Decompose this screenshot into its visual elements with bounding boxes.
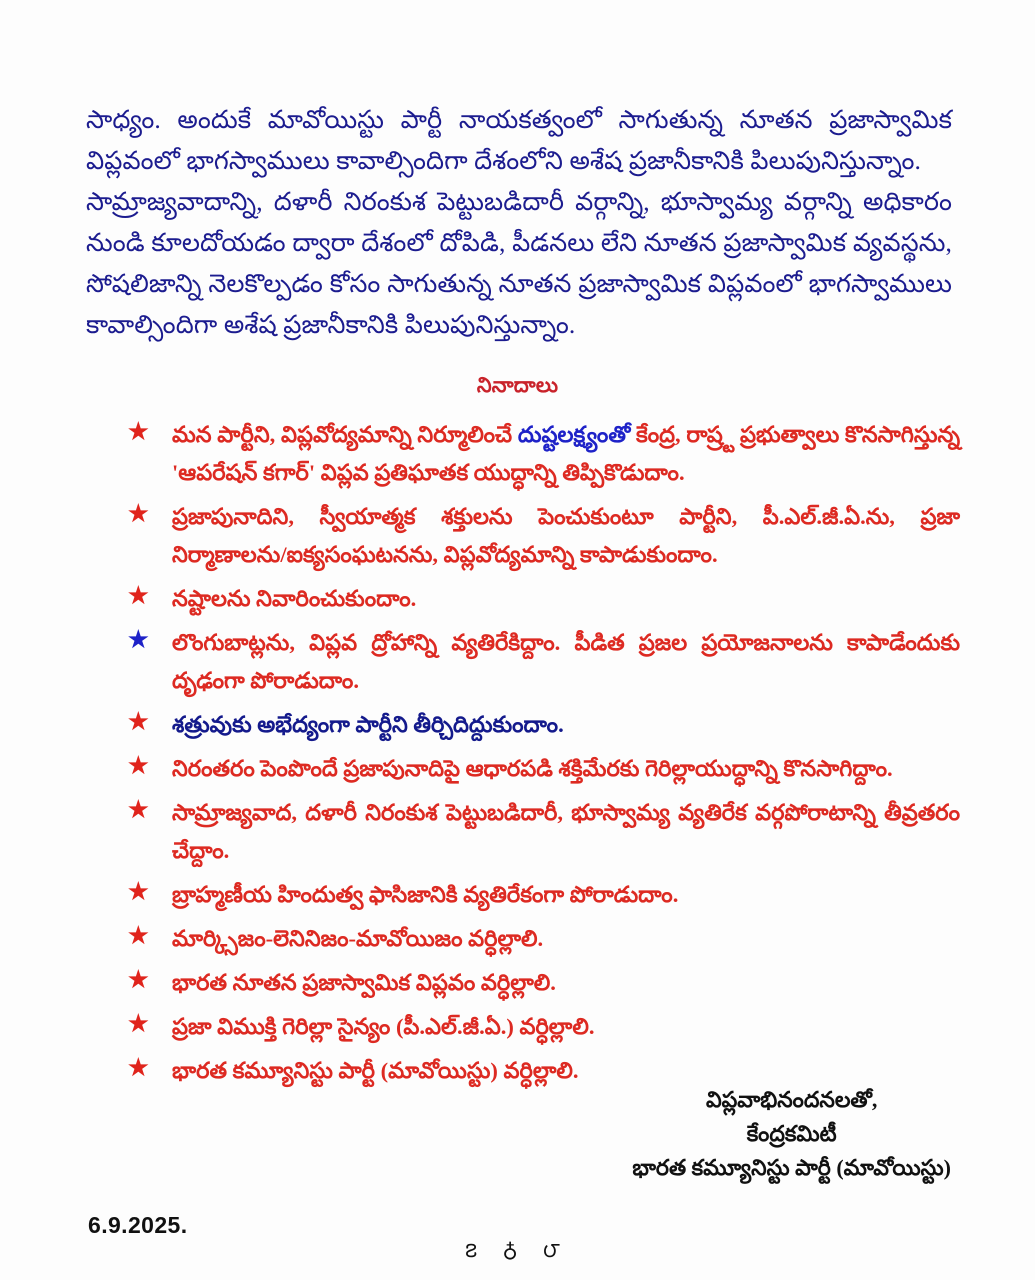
slogan-text: ప్రజా విముక్తి గెరిల్లా సైన్యం (పీ.ఎల్.జీ.ఏ.) వర్ధిల్లాలి. xyxy=(172,1014,595,1039)
star-icon: ★ xyxy=(128,797,149,822)
slogan-item xyxy=(120,920,960,958)
slogan-text: భారత కమ్యూనిస్టు పార్టీ (మావోయిస్టు) వర్ధిల్లాలి. xyxy=(172,1058,579,1083)
slogan-text: సామ్రాజ్యవాద, దళారీ నిరంకుశ పెట్టుబడిదారీ, భూస్వామ్య వ్యతిరేక వర్గపోరాటాన్ని తీవ్రతరం చేద్దాం. xyxy=(172,800,960,863)
slogan-text: ప్రజాపునాదిని, స్వీయాత్మక శక్తులను పెంచుకుంటూ పార్టీని, పీ.ఎల్.జీ.ఏ.ను, ప్రజా నిర్మాణాలను/ఐక్యసంఘటనను, విప్లవోద్యమాన్ని కాపాడుకుందాం. xyxy=(172,504,960,567)
signature-party: భారత కమ్యూనిస్టు పార్టీ (మావోయిస్టు) xyxy=(632,1155,951,1180)
slogan-item xyxy=(120,750,960,788)
slogan-item xyxy=(120,498,960,574)
ornament-right-icon: ౮ xyxy=(543,1238,570,1262)
intro-text-1: సాధ్యం. అందుకే మావోయిస్టు పార్టీ నాయకత్వంలో సాగుతున్న నూతన ప్రజాస్వామిక విప్లవంలో భాగస్వాములు కావాల్సిందిగా దేశంలోని అశేష ప్రజానీకానికి పిలుపునిస్తున్నాం. xyxy=(86,105,952,175)
star-icon: ★ xyxy=(128,419,149,444)
star-icon: ★ xyxy=(128,967,149,992)
slogan-item xyxy=(120,624,960,700)
slogans-heading: నినాదాలు xyxy=(476,373,559,397)
slogans-list xyxy=(120,416,960,1096)
ornament-left-icon: ౭ xyxy=(465,1238,488,1262)
slogan-item xyxy=(120,794,960,870)
intro-text-2: సామ్రాజ్యవాదాన్ని, దళారీ నిరంకుశ పెట్టుబడిదారీ వర్గాన్ని, భూస్వామ్య వర్గాన్ని అధికారం నుండి కూలదోయడం ద్వారా దేశంలో దోపిడి, పీడనలు లేని నూతన ప్రజాస్వామిక వ్యవస్థను, సోషలిజాన్ని నెలకొల్పడం కోసం సాగుతున్న నూతన ప్రజాస్వామిక విప్లవంలో భాగస్వాములు కావాల్సిందిగా అశేష ప్రజానీకానికి పిలుపునిస్తున్నాం. xyxy=(86,187,952,339)
star-icon: ★ xyxy=(128,879,149,904)
star-icon: ★ xyxy=(128,923,149,948)
document-date: 6.9.2025. xyxy=(88,1212,188,1238)
slogan-text: లొంగుబాట్లను, విప్లవ ద్రోహాన్ని వ్యతిరేకిద్దాం. పీడిత ప్రజల ప్రయోజనాలను కాపాడేందుకు దృఢంగా పోరాడుదాం. xyxy=(172,630,960,693)
star-icon: ★ xyxy=(128,1011,149,1036)
star-icon: ★ xyxy=(128,709,149,734)
slogan-text: భారత నూతన ప్రజాస్వామిక విప్లవం వర్ధిల్లాలి. xyxy=(172,970,556,995)
slogan-highlight-text: దుష్టలక్ష్యంతో xyxy=(517,422,631,447)
slogan-item xyxy=(120,964,960,1002)
star-icon: ★ xyxy=(128,753,149,778)
signature-greeting: విప్లవాభినందనలతో, xyxy=(705,1087,878,1112)
ornament-center-icon: ♁ xyxy=(502,1238,528,1262)
intro-paragraph-part-2 xyxy=(86,181,952,345)
star-icon: ★ xyxy=(128,501,149,526)
slogan-text: మార్క్సిజం-లెనినిజం-మావోయిజం వర్ధిల్లాలి. xyxy=(172,926,544,951)
signature-committee: కేంద్రకమిటీ xyxy=(746,1121,837,1146)
signature-block xyxy=(632,1083,951,1185)
slogan-item xyxy=(120,706,960,744)
slogan-text: బ్రాహ్మణీయ హిందుత్వ ఫాసిజానికి వ్యతిరేకంగా పోరాడుదాం. xyxy=(172,882,679,907)
slogan-text: శత్రువుకు అభేద్యంగా పార్టీని తీర్చిదిద్దుకుందాం. xyxy=(172,712,564,737)
intro-paragraph xyxy=(86,99,952,345)
slogan-text: మన పార్టీని, విప్లవోద్యమాన్ని నిర్మూలించే దుష్టలక్ష్యంతో కేంద్ర, రాష్ర్ట ప్రభుత్వాలు కొనసాగిస్తున్న 'ఆపరేషన్ కగార్' విప్లవ ప్రతిఘాతక యుద్ధాన్ని తిప్పికొడుదాం. xyxy=(172,422,960,485)
slogan-text: నష్టాలను నివారించుకుందాం. xyxy=(172,586,417,611)
star-icon: ★ xyxy=(128,627,149,652)
slogan-text: నిరంతరం పెంపొందే ప్రజాపునాదిపై ఆధారపడి శక్తిమేరకు గెరిల్లాయుద్ధాన్ని కొనసాగిద్దాం. xyxy=(172,756,893,781)
intro-paragraph-part-1 xyxy=(86,99,952,181)
slogan-item xyxy=(120,1008,960,1046)
slogan-item xyxy=(120,580,960,618)
star-icon: ★ xyxy=(128,1055,149,1080)
star-icon: ★ xyxy=(128,583,149,608)
slogan-item xyxy=(120,416,960,492)
flourish-ornament-icon xyxy=(0,1238,1035,1268)
slogan-item xyxy=(120,876,960,914)
